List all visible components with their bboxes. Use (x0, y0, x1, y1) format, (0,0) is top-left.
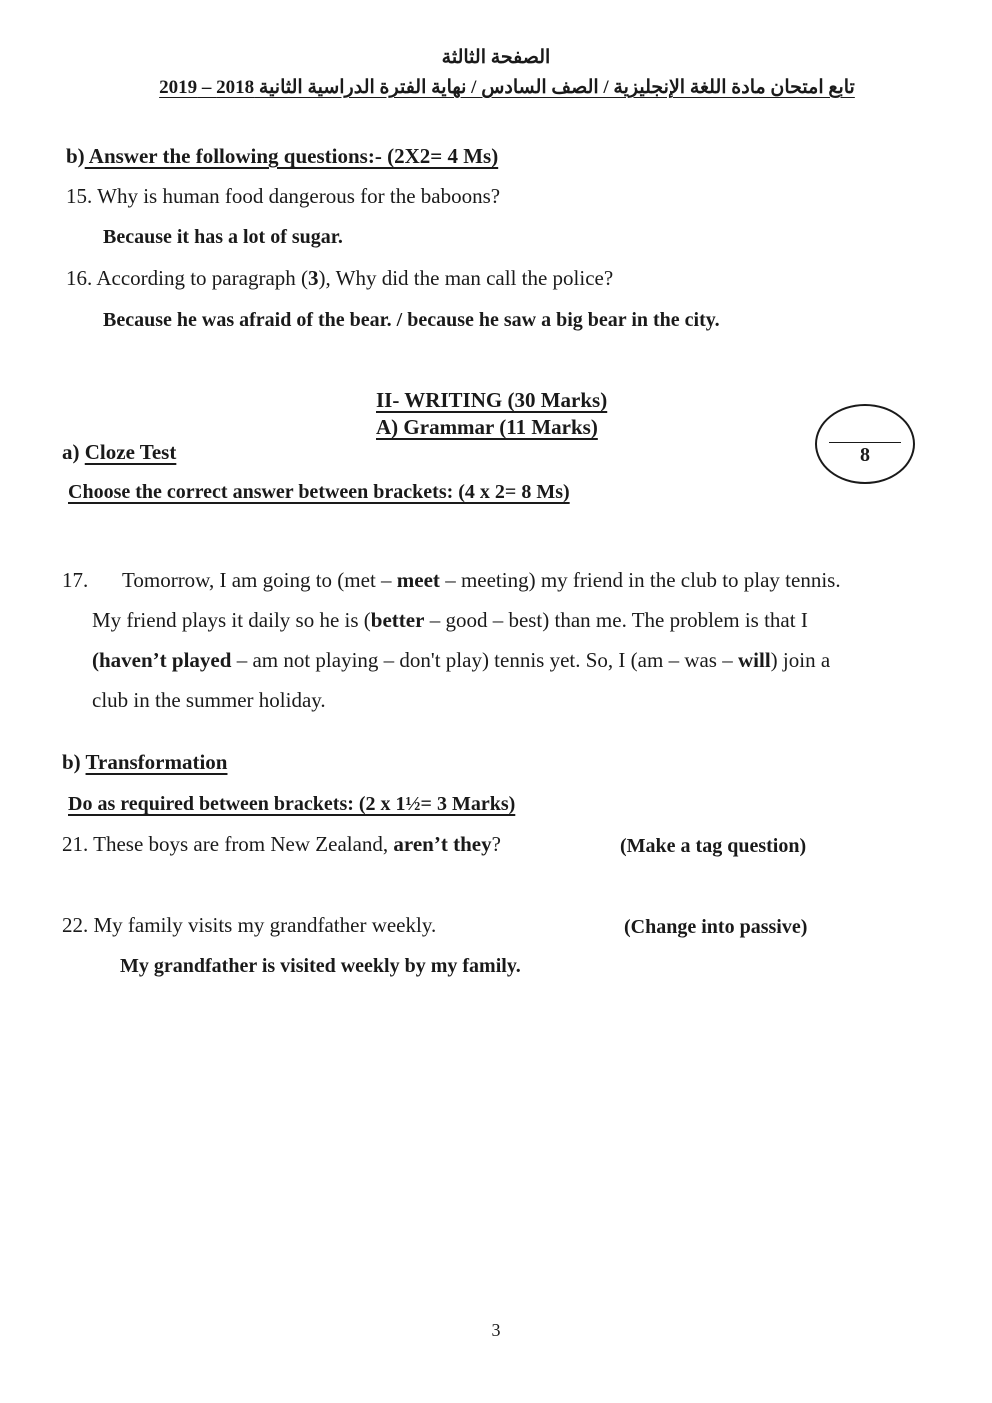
cloze-number: 17. (62, 568, 89, 592)
answer-22: My grandfather is visited weekly by my family. (120, 955, 521, 977)
page-number: 3 (491, 1320, 501, 1340)
cloze-answer-better: better (370, 608, 425, 632)
cloze-instruction: Choose the correct answer between brackets: (4 x 2= 8 Ms) (68, 481, 570, 503)
question-22: 22. My family visits my grandfather weekly. (62, 913, 437, 937)
question-21-requirement: (Make a tag question) (620, 835, 807, 857)
grade-circle (815, 404, 915, 484)
answer-16: Because he was afraid of the bear. / because he saw a big bear in the city. (103, 309, 720, 331)
question-21-tag: aren’t they (393, 832, 492, 856)
cloze-paragraph-17 (62, 560, 962, 720)
grammar-title: A) Grammar (11 Marks) (376, 415, 598, 439)
cloze-line-2: My friend plays it daily so he is (better – good – best) than me. The problem is that I (92, 608, 808, 632)
grade-score: 8 (860, 444, 870, 466)
question-16 (66, 266, 613, 291)
cloze-answer-havent-played: (haven’t played (92, 648, 232, 672)
question-15: 15. Why is human food dangerous for the baboons? (66, 184, 501, 208)
answer-section-title: Answer the following questions:- (2X2= 4 Ms) (84, 144, 499, 168)
transformation-heading (62, 750, 227, 775)
cloze-label: Cloze Test (84, 440, 177, 464)
cloze-line-3: (haven’t played – am not playing – don't play) tennis yet. So, I (am – was – will) join a (92, 648, 831, 672)
transformation-instruction: Do as required between brackets: (2 x 1½= 3 Marks) (68, 793, 516, 815)
grade-divider (829, 442, 901, 443)
answer-section-heading (66, 144, 498, 169)
cloze-answer-will: will (737, 648, 771, 672)
cloze-heading (62, 440, 176, 465)
writing-title: II- WRITING (30 Marks) (376, 388, 608, 412)
question-16-pre: 16. According to paragraph ( (66, 266, 309, 290)
answer-15: Because it has a lot of sugar. (103, 226, 343, 248)
transformation-prefix: b) (62, 750, 86, 774)
question-16-post: ), Why did the man call the police? (318, 266, 614, 290)
cloze-line-1: 17. Tomorrow, I am going to (met – meet – meeting) my friend in the club to play tennis. (62, 560, 962, 600)
transformation-label: Transformation (85, 750, 228, 774)
arabic-exam-title: تابع امتحان مادة اللغة الإنجليزية / الصف السادس / نهاية الفترة الدراسية الثانية 2018 – 2019 (159, 77, 855, 98)
question-16-paragraph: 3 (308, 266, 319, 290)
answer-section-prefix: b) (66, 144, 85, 168)
cloze-line-4: club in the summer holiday. (92, 688, 326, 712)
arabic-page-label: الصفحة الثالثة (441, 47, 551, 68)
cloze-prefix: a) (62, 440, 85, 464)
cloze-answer-meet: meet (396, 568, 440, 592)
question-22-requirement: (Change into passive) (624, 916, 808, 938)
question-21: 21. These boys are from New Zealand, aren’t they? (62, 832, 501, 856)
